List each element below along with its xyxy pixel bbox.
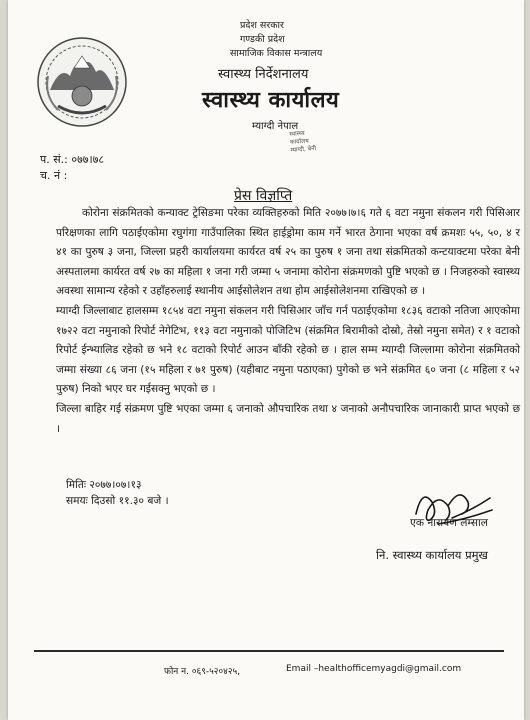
office-stamp [289,129,316,155]
press-release-page [8,0,524,720]
document-title: प्रेस विज्ञप्ति [234,188,293,204]
reference-number: प. सं.: ०७७।७८ [40,153,105,166]
release-time: समयः दिउसो ११.३० बजे । [66,495,169,507]
header-office-name: स्वास्थ्य कार्यालय [202,88,340,113]
header-province-name: गण्डकी प्रदेश [240,34,285,45]
body-paragraph-3: जिल्ला बाहिर गई संक्रमण पुष्टि भएका जम्मा ६ जनाको औपचारिक तथा ४ जनाको अनौपचारिक जानाकारी प्राप्त भएको छ । [56,402,520,435]
stamp-line-3: म्याग्दी, बेनी [290,145,317,154]
footer-phone: फोन न. ०६९-५२०४२५, [164,667,241,677]
header-location: म्याग्दी नेपाल [252,121,299,132]
document-body [56,204,520,439]
header-provincial-government: प्रदेश सरकार [240,20,284,31]
footer-email: Email –healthofficemyagdi@gmail.com [286,664,462,674]
nepal-government-emblem-icon [36,36,128,128]
signatory-name: एक नारायण लम्साल [410,517,488,529]
release-date: मितिः २०७७।०७।१३ [66,479,142,491]
header-directorate: स्वास्थ्य निर्देशनालय [218,67,309,82]
body-paragraph-1: कोरोना संक्रमितको कन्याक्ट ट्रेसिङमा परेका व्यक्तिहरुको मिति २०७७।७।६ गते ६ वटा नमुना संकलन गरी पिसिआर परिक्षणका लागि पठाईएकोमा रघुगंगा गाउँपालिका स्थित हाईड्रोमा काम गर्ने भारत ठेगाना भएका वर्ष क्रमशः ५५, ५०, ४ र ४१ का पुरुष ३ जना, जिल्ला प्रहरी कार्यालयमा कार्यरत वर्ष २५ का पुरुष १ जना तथा संक्रमितको कन्टयाक्टमा परेका बेनी अस्पतालमा कार्यरत वर्ष २७ का महिला १ जना गरी जम्मा ५ जनामा कोरोना संक्रमणको पुष्टि भएको छ । निजहरुको स्वास्थ्य अवस्था सामान्य रहेको र उहाँहरुलाई स्थानीय आईसोलेशन तथा होम आईसोलेशनमा राखिएको छ । [56,207,520,298]
footer-divider [34,650,504,652]
body-paragraph-2: म्याग्दी जिल्लाबाट हालसम्म १८५४ वटा नमुना संकलन गरी पिसिआर जाँच गर्न पठाईएकोमा १८३६ वटाको नतिजा आएकोमा १७२२ वटा नमुनाको रिपोर्ट नेगेटिभ, ११३ वटा नमुनाको पोजिटिभ (संक्रमित बिरामीको दोस्रो, तेस्रो नमुना समेत) र १ वटाको रिपोर्ट ईन्भ्यालिड रहेको छ भने १८ वटाको रिपोर्ट आउन बाँकी रहेको छ । हाल सम्म म्याग्दी जिल्लामा कोरोना संक्रमितको जम्मा संख्या ८६ जना (१५ महिला र ७१ पुरुष) (यहीबाट नमुना पठाएका) पुगेको छ भने संक्रमित ६० जना (८ महिला र ५२ पुरुष) निको भएर घर गईसक्नु भएको छ । [56,304,520,396]
signatory-designation: नि. स्वास्थ्य कार्यालय प्रमुख [376,548,488,562]
stamp-line-2: कार्यालय [289,137,309,146]
stamp-line-1: स्वास्थ्य [289,129,305,138]
header-ministry: सामाजिक विकास मन्त्रालय [230,48,323,59]
dispatch-number: च. नं : [40,169,68,182]
